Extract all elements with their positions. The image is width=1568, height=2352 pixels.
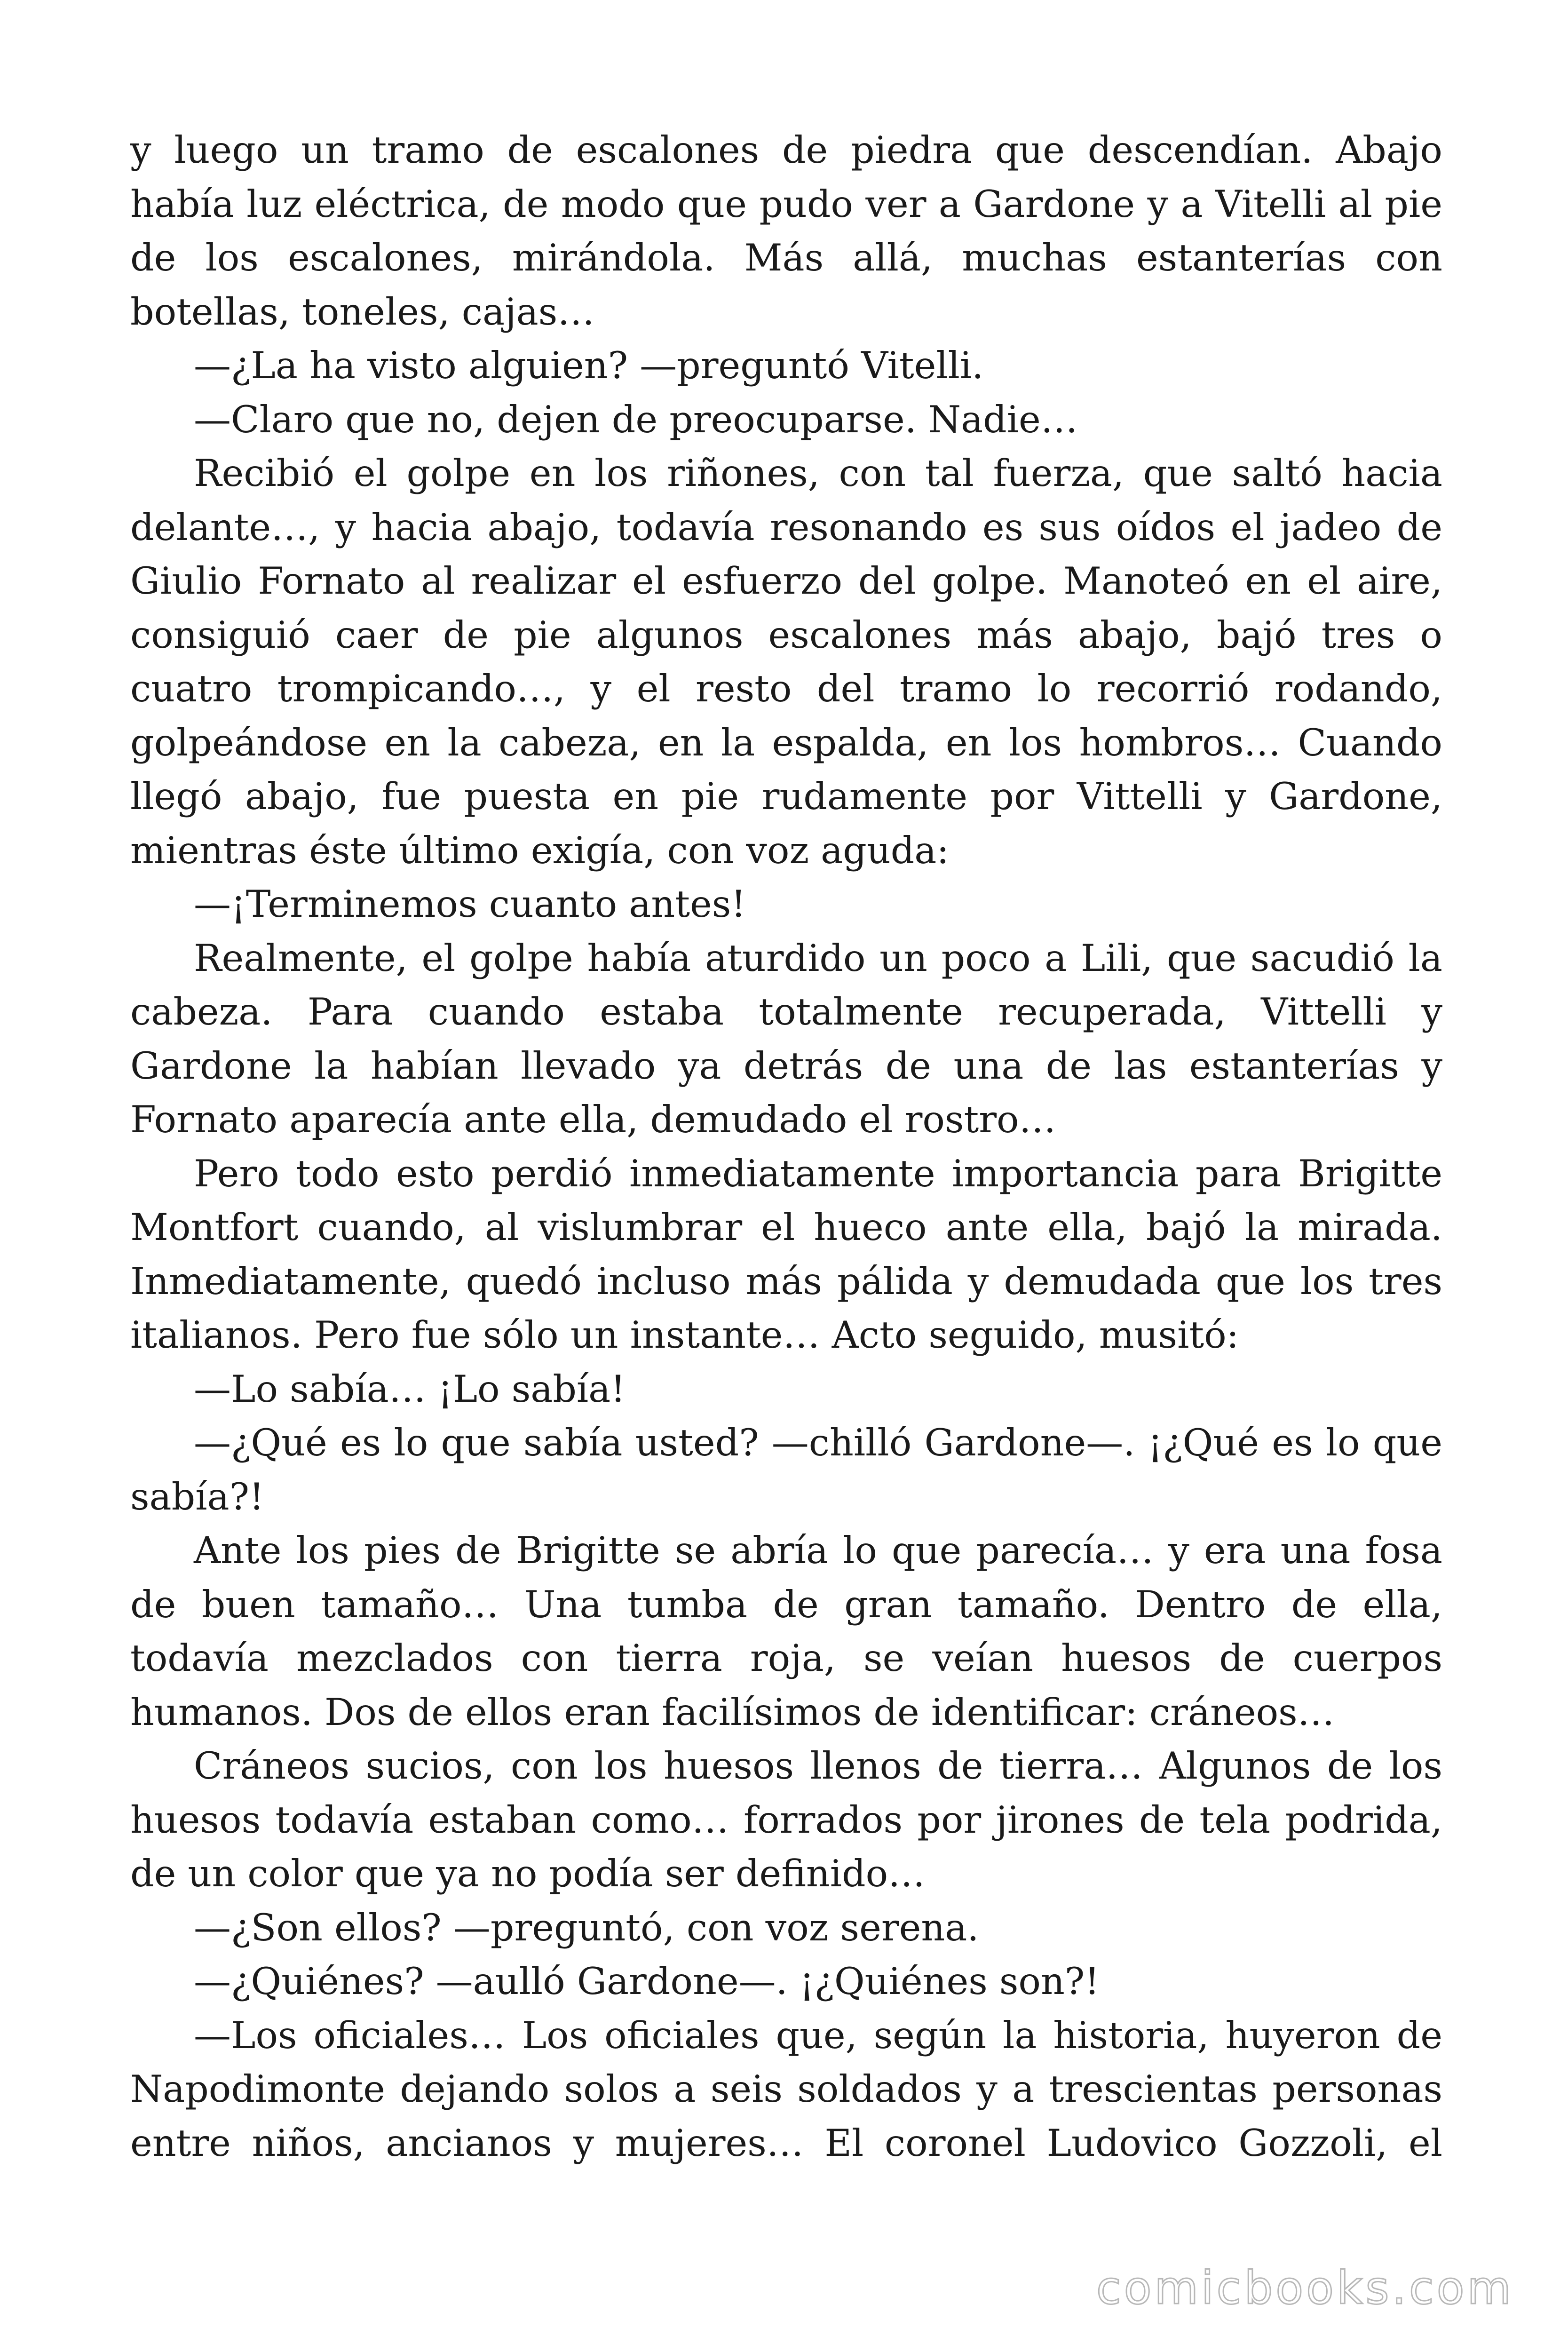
paragraph-1: y luego un tramo de escalones de piedra que descendían. Abajo había luz eléctrica, de modo que pudo ver a Gardone y a Vitelli al pie de los escalones, mirándola. Más allá, muchas estanterías con botellas, toneles, cajas… — [130, 128, 1442, 334]
paragraph-5: —¡Terminemos cuanto antes! — [194, 882, 746, 926]
paragraph-3: —Claro que no, dejen de preocuparse. Nadie… — [194, 397, 1078, 441]
paragraph-13: —¿Quiénes? —aulló Gardone—. ¡¿Quiénes son?! — [194, 1960, 1100, 2003]
watermark: comicbooks.com — [1096, 2262, 1514, 2314]
paragraph-10: Ante los pies de Brigitte se abría lo que parecía… y era una fosa de buen tamaño… Una tumba de gran tamaño. Dentro de ella, todavía mezclados con tierra roja, se veían huesos de cuerpos humanos. Dos de ellos eran facilísimos de identificar: cráneos… — [130, 1529, 1442, 1734]
paragraph-7: Pero todo esto perdió inmediatamente importancia para Brigitte Montfort cuando, al vislumbrar el hueco ante ella, bajó la mirada. Inmediatamente, quedó incluso más pálida y demudada que los tres italianos. Pero fue sólo un instante… Acto seguido, musitó: — [130, 1152, 1442, 1357]
paragraph-8: —Lo sabía… ¡Lo sabía! — [194, 1367, 626, 1411]
body-text — [130, 123, 1442, 2170]
paragraph-12: —¿Son ellos? —preguntó, con voz serena. — [194, 1906, 979, 1949]
paragraph-14: —Los oficiales… Los oficiales que, según la historia, huyeron de Napodimonte dejando solos a seis soldados y a trescientas personas entre niños, ancianos y mujeres… El coronel Ludovico Gozzoli, el — [130, 2013, 1442, 2165]
paragraph-11: Cráneos sucios, con los huesos llenos de tierra… Algunos de los huesos todavía estaban como… forrados por jirones de tela podrida, de un color que ya no podía ser definido… — [130, 1744, 1442, 1895]
paragraph-2: —¿La ha visto alguien? —preguntó Vitelli. — [194, 344, 984, 387]
paragraph-4: Recibió el golpe en los riñones, con tal fuerza, que saltó hacia delante…, y hacia abajo, todavía resonando es sus oídos el jadeo de Giulio Fornato al realizar el esfuerzo del golpe. Manoteó en el aire, consiguió caer de pie algunos escalones más abajo, bajó tres o cuatro trompicando…, y el resto del tramo lo recorrió rodando, golpeándose en la cabeza, en la espalda, en los hombros… Cuando llegó abajo, fue puesta en pie rudamente por Vittelli y Gardone, mientras éste último exigía, con voz aguda: — [130, 452, 1442, 872]
paragraph-6: Realmente, el golpe había aturdido un poco a Lili, que sacudió la cabeza. Para cuando estaba totalmente recuperada, Vittelli y Gardone la habían llevado ya detrás de una de las estanterías y Fornato aparecía ante ella, demudado el rostro… — [130, 936, 1442, 1141]
paragraph-9: —¿Qué es lo que sabía usted? —chilló Gardone—. ¡¿Qué es lo que sabía?! — [130, 1421, 1442, 1518]
